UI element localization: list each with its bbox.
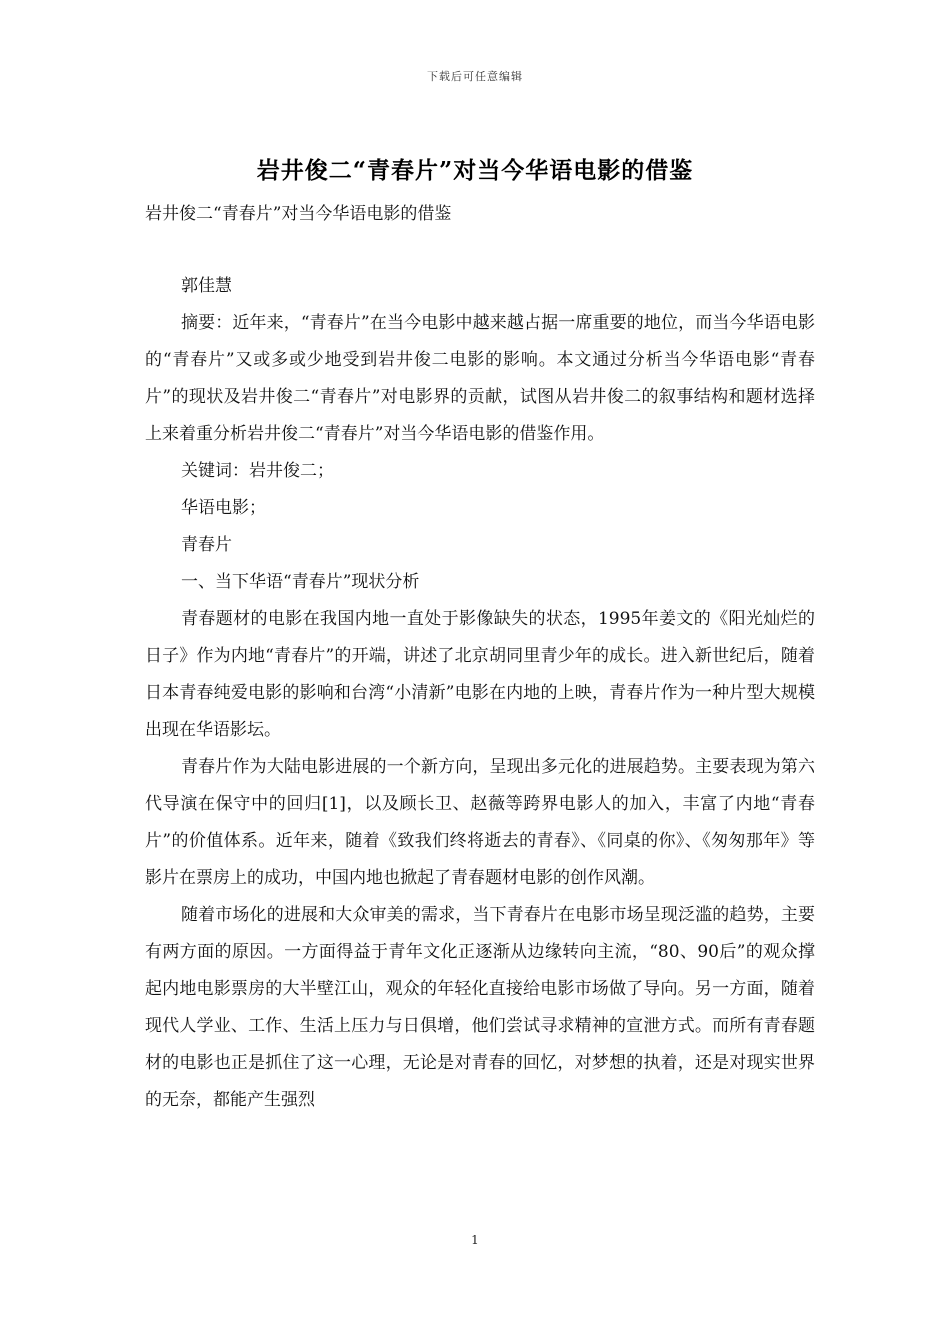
page-number: 1: [471, 1233, 479, 1247]
abstract-paragraph: 摘要：近年来，“青春片”在当今电影中越来越占据一席重要的地位，而当今华语电影的“青春片”又或多或少地受到岩井俊二电影的影响。本文通过分析当今华语电影“青春片”的现状及岩井俊二“青春片”对电影界的贡献，试图从岩井俊二的叙事结构和题材选择上来着重分析岩井俊二“青春片”对当今华语电影的借鉴作用。: [145, 313, 815, 444]
author-name: 郭佳慧: [181, 276, 232, 296]
document-title: 岩井俊二“青春片”对当今华语电影的借鉴: [256, 157, 694, 184]
body-paragraph: 青春题材的电影在我国内地一直处于影像缺失的状态，1995年姜文的《阳光灿烂的日子》作为内地“青春片”的开端，讲述了北京胡同里青少年的成长。进入新世纪后，随着日本青春纯爱电影的影响和台湾“小清新”电影在内地的上映，青春片作为一种片型大规模出现在华语影坛。: [145, 609, 815, 740]
page-header-note: 下载后可任意编辑: [427, 70, 523, 83]
document-subtitle: 岩井俊二“青春片”对当今华语电影的借鉴: [145, 204, 452, 224]
body-paragraph: 青春片作为大陆电影进展的一个新方向，呈现出多元化的进展趋势。主要表现为第六代导演在保守中的回归[1]，以及顾长卫、赵薇等跨界电影人的加入，丰富了内地“青春片”的价值体系。近年来，随着《致我们终将逝去的青春》、《同桌的你》、《匆匆那年》等影片在票房上的成功，中国内地也掀起了青春题材电影的创作风潮。: [145, 757, 815, 888]
keyword-line: 青春片: [181, 535, 232, 555]
keyword-line: 关键词：岩井俊二；: [181, 461, 334, 481]
body-paragraph: 随着市场化的进展和大众审美的需求，当下青春片在电影市场呈现泛滥的趋势，主要有两方面的原因。一方面得益于青年文化正逐渐从边缘转向主流，“80、90后”的观众撑起内地电影票房的大半壁江山，观众的年轻化直接给电影市场做了导向。另一方面，随着现代人学业、工作、生活上压力与日俱增，他们尝试寻求精神的宣泄方式。而所有青春题材的电影也正是抓住了这一心理，无论是对青春的回忆，对梦想的执着，还是对现实世界的无奈，都能产生强烈: [145, 905, 815, 1110]
document-body: [145, 268, 815, 1119]
keyword-line: 华语电影；: [181, 498, 266, 518]
section-heading: 一、当下华语“青春片”现状分析: [181, 572, 420, 592]
